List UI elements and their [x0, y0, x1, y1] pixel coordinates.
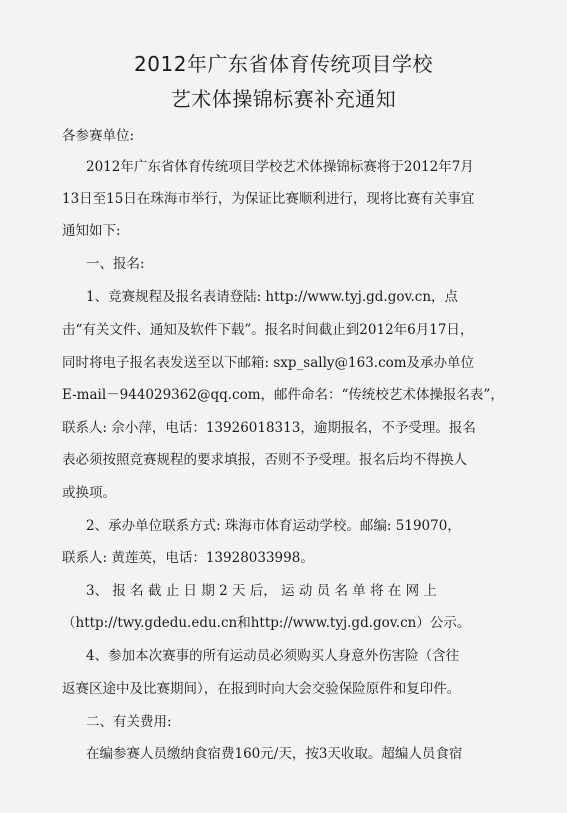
- paragraph-line: 4、参加本次赛事的所有运动员必须购买人身意外伤害险（含往: [86, 648, 460, 664]
- paragraph-line: 联系人: 黄莲英，电话：13928033998。: [62, 550, 314, 566]
- paragraph-line: 或换项。: [62, 485, 116, 501]
- paragraph-line: 通知如下:: [62, 223, 121, 239]
- paragraph-line: 返赛区途中及比赛期间），在报到时向大会交验保险原件和复印件。: [62, 681, 461, 697]
- paragraph-line: 3、 报 名 截 止 日 期 2 天 后， 运 动 员 名 单 将 在 网 上: [86, 583, 437, 599]
- salutation: 各参赛单位:: [62, 128, 135, 144]
- section-heading: 二、有关费用:: [86, 714, 172, 730]
- paragraph-line: 联系人: 佘小萍，电话：13926018313，逾期报名，不予受理。报名: [62, 420, 476, 436]
- paragraph-line: （http://twy.gdedu.edu.cn和http://www.tyj.gd.gov.cn）公示。: [62, 615, 471, 631]
- title-line-2: 艺术体操锦标赛补充通知: [170, 87, 397, 111]
- paragraph-line: 13日至15日在珠海市举行，为保证比赛顺利进行，现将比赛有关事宜: [62, 191, 475, 207]
- title-line-1: 2012年广东省体育传统项目学校: [134, 52, 433, 76]
- paragraph-line: 同时将电子报名表发送至以下邮箱: sxp_sally@163.com及承办单位: [62, 355, 475, 371]
- paragraph-line: 1、竞赛规程及报名表请登陆: http://www.tyj.gd.gov.cn，点: [86, 289, 459, 305]
- paragraph-line: 2012年广东省体育传统项目学校艺术体操锦标赛将于2012年7月: [86, 159, 474, 175]
- section-heading: 一、报名:: [86, 256, 145, 272]
- paragraph-line: 击“有关文件、通知及软件下载”。报名时间截止到2012年6月17日，: [62, 322, 474, 338]
- paragraph-line: E-mail－944029362@qq.com，邮件命名：“传统校艺术体操报名表”，: [62, 387, 504, 403]
- paragraph-line: 在编参赛人员缴纳食宿费160元/天，按3天收取。超编人员食宿: [86, 746, 463, 762]
- paragraph-line: 表必须按照竞赛规程的要求填报，否则不予受理。报名后均不得换人: [62, 452, 467, 468]
- paragraph-line: 2、承办单位联系方式: 珠海市体育运动学校。邮编: 519070，: [86, 518, 461, 534]
